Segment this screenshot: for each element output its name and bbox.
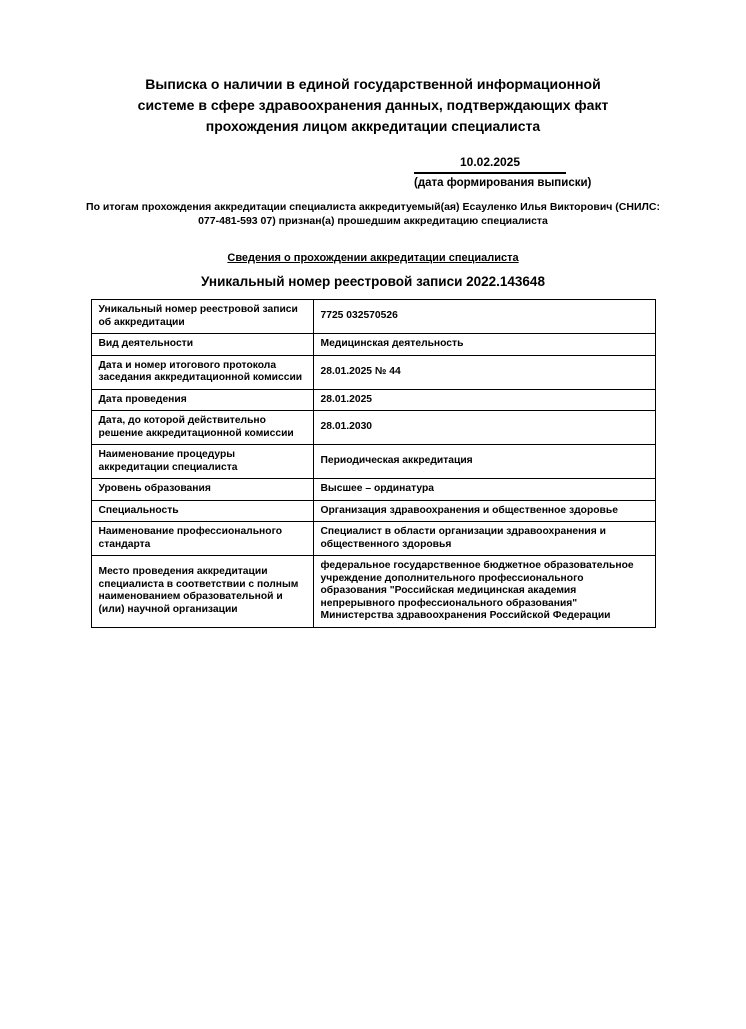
table-row [91,334,655,356]
table-row [91,355,655,389]
row-value: Медицинская деятельность [313,334,655,356]
row-value: Высшее – ординатура [313,479,655,501]
table-row [91,556,655,628]
section-heading: Сведения о прохождении аккредитации специалиста [227,252,519,264]
row-label: Наименование процедуры аккредитации специалиста [91,445,313,479]
document-title-line: Выписка о наличии в единой государственной информационной [145,76,601,92]
table-row [91,389,655,411]
row-label: Уровень образования [91,479,313,501]
table-row [91,479,655,501]
extract-date: 10.02.2025 [414,155,566,174]
row-value: федеральное государственное бюджетное образовательное учреждение дополнительного профессионального образования "Российская медицинская академия непрерывного профессионального образования" Министерства здравоохранения Российской Федерации [313,556,655,628]
row-value: Организация здравоохранения и общественное здоровье [313,500,655,522]
row-value: 7725 032570526 [313,300,655,334]
table-row [91,300,655,334]
row-value: Периодическая аккредитация [313,445,655,479]
table-row [91,500,655,522]
accreditation-table [91,299,656,628]
row-label: Наименование профессионального стандарта [91,522,313,556]
row-value: 28.01.2030 [313,411,655,445]
row-value: Специалист в области организации здравоохранения и общественного здоровья [313,522,655,556]
table-row [91,411,655,445]
table-row [91,445,655,479]
row-label: Вид деятельности [91,334,313,356]
row-value: 28.01.2025 № 44 [313,355,655,389]
document-title-line: прохождения лицом аккредитации специалиста [205,118,541,134]
document-title-line: системе в сфере здравоохранения данных, подтверждающих факт [137,97,609,113]
table-row [91,522,655,556]
extract-date-block [414,155,592,190]
row-label: Дата и номер итогового протокола заседания аккредитационной комиссии [91,355,313,389]
intro-paragraph: По итогам прохождения аккредитации специалиста аккредитуемый(ая) Есауленко Илья Викторович (СНИЛС: 077-481-593 07) признан(а) прошедшим аккредитацию специалиста [86,201,660,227]
registry-number-heading: Уникальный номер реестровой записи 2022.143648 [201,274,545,289]
row-label: Место проведения аккредитации специалиста в соответствии с полным наименованием образовательной и (или) научной организации [91,556,313,628]
row-label: Уникальный номер реестровой записи об аккредитации [91,300,313,334]
row-label: Специальность [91,500,313,522]
row-value: 28.01.2025 [313,389,655,411]
row-label: Дата проведения [91,389,313,411]
row-label: Дата, до которой действительно решение аккредитационной комиссии [91,411,313,445]
extract-date-caption: (дата формирования выписки) [414,177,592,189]
document-title [73,74,673,137]
